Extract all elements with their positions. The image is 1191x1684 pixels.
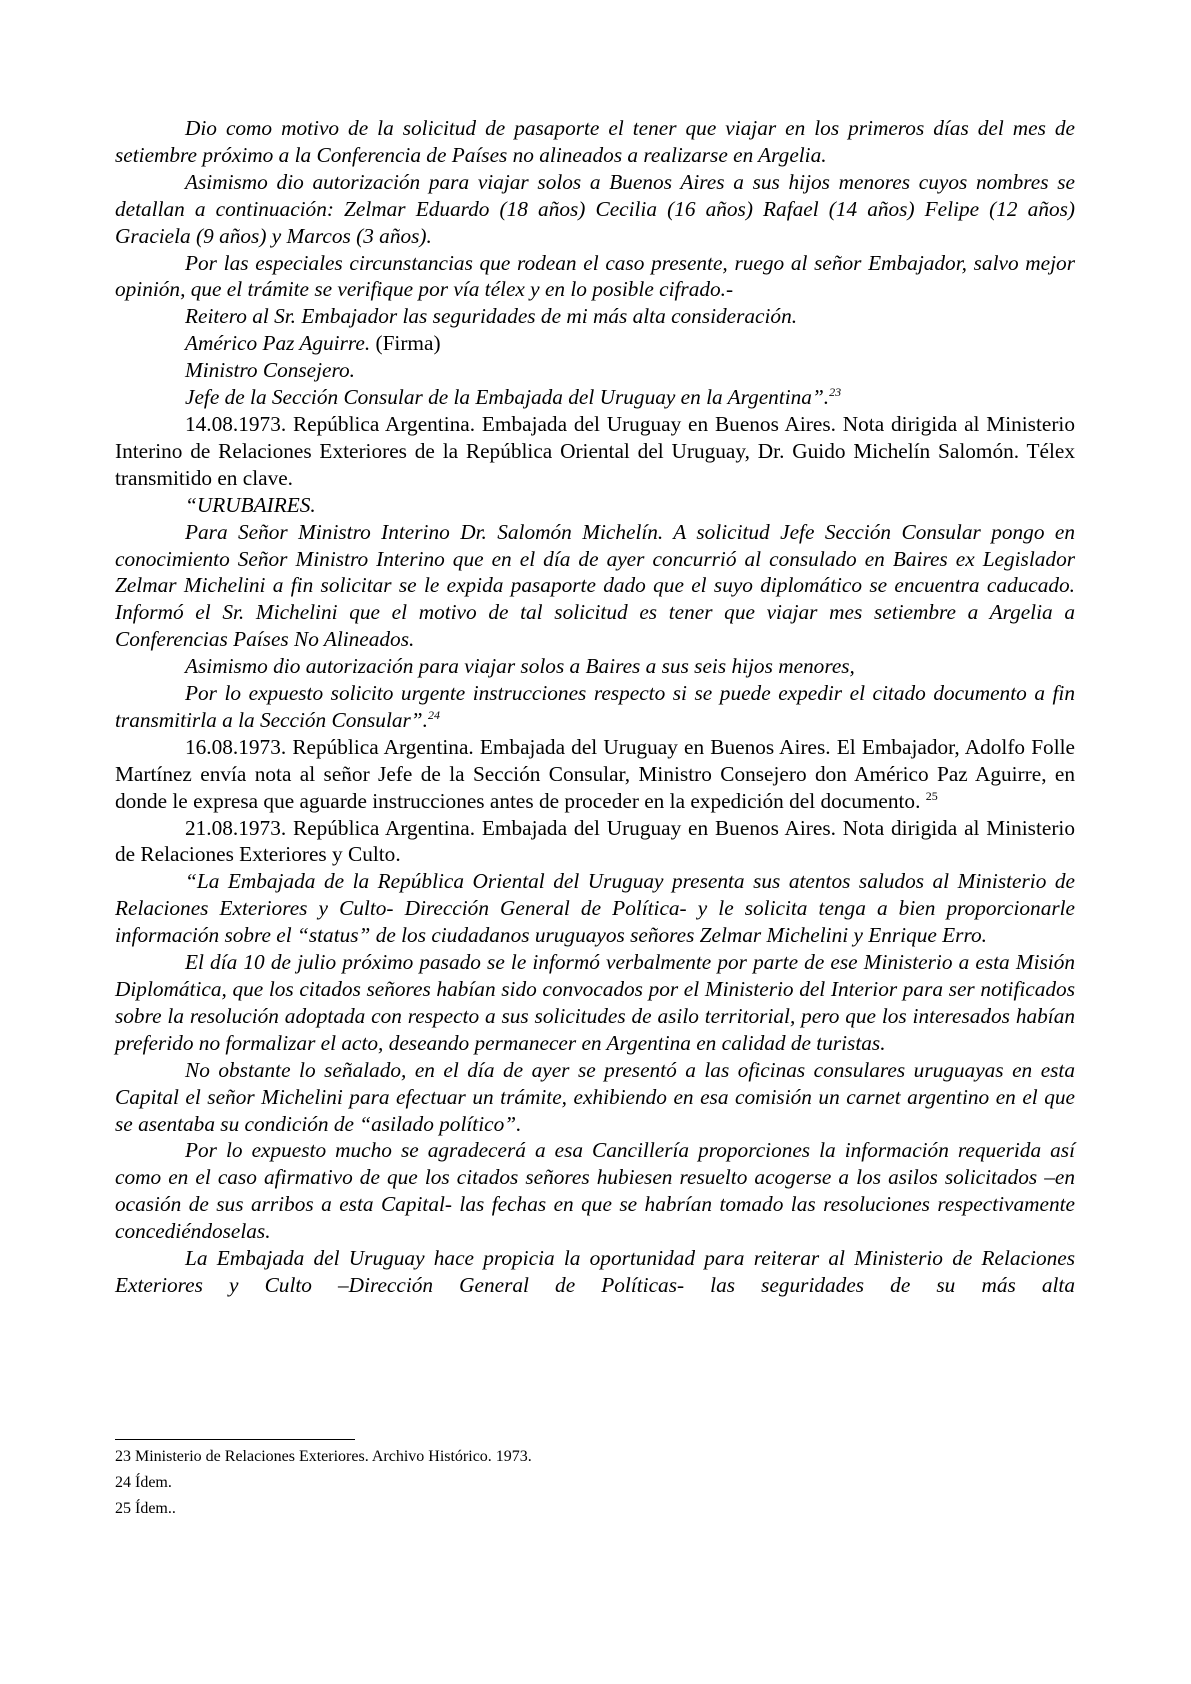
paragraph: Dio como motivo de la solicitud de pasaporte el tener que viajar en los primeros días del mes de setiembre próximo a la Conferencia de Países no alineados a realizarse en Argelia. — [115, 116, 1075, 167]
paragraph: Por lo expuesto mucho se agradecerá a esa Cancillería proporciones la información requerida así como en el caso afirmativo de que los citados señores hubiesen resuelto acogerse a los asilos solicitados –en ocasión de sus arribos a esta Capital- las fechas en que se habrían tomado las resoluciones respectivamente concediéndoselas. — [115, 1138, 1075, 1244]
footnote-ref: 24 — [427, 707, 440, 722]
paragraph: “La Embajada de la República Oriental del Uruguay presenta sus atentos saludos al Ministerio de Relaciones Exteriores y Culto- Dirección General de Política- y le solicita tenga a bien proporcionarle información sobre el “status” de los ciudadanos uruguayos señores Zelmar Michelini y Enrique Erro. — [115, 869, 1075, 948]
paragraph: Jefe de la Sección Consular de la Embajada del Uruguay en la Argentina”.$^{23}$ — [185, 384, 842, 410]
footnote-ref: 23 — [829, 384, 842, 399]
paragraph: Asimismo dio autorización para viajar solos a Buenos Aires a sus hijos menores cuyos nombres se detallan a continuación: Zelmar Eduardo (18 años) Cecilia (16 años) Rafael (14 años) Felipe (12 años) Graciela (9 años) y Marcos (3 años). — [115, 169, 1075, 248]
footnote — [115, 1470, 1075, 1496]
paragraph: Asimismo dio autorización para viajar solos a Baires a sus seis hijos menores, — [185, 654, 855, 679]
footnote-number: 25 — [115, 1500, 131, 1517]
footnote-text: Ministerio de Relaciones Exteriores. Archivo Histórico. 1973. — [131, 1448, 532, 1465]
paragraph: Ministro Consejero. — [185, 358, 355, 383]
footnote-number: 23 — [115, 1448, 131, 1465]
paragraph: Reitero al Sr. Embajador las seguridades de mi más alta consideración. — [185, 304, 798, 329]
paragraph: El día 10 de julio próximo pasado se le informó verbalmente por parte de ese Ministerio a esta Misión Diplomática, que los citados señores habían sido convocados por el Ministerio del Interior para ser notificados sobre la resolución adoptada con respecto a sus solicitudes de asilo territorial, pero que los interesados habían preferido no formalizar el acto, deseando permanecer en Argentina en calidad de turistas. — [115, 950, 1075, 1055]
paragraph: No obstante lo señalado, en el día de ayer se presentó a las oficinas consulares uruguayas en esta Capital el señor Michelini para efectuar un trámite, exhibiendo en esa comisión un carnet argentino en el que se asentaba su condición de “asilado político”. — [115, 1057, 1075, 1136]
footnote-number: 24 — [115, 1474, 131, 1491]
paragraph: 16.08.1973. República Argentina. Embajada del Uruguay en Buenos Aires. El Embajador, Adolfo Folle Martínez envía nota al señor Jefe de la Sección Consular, Ministro Consejero don Américo Paz Aguirre, en donde le expresa que aguarde instrucciones antes de proceder en la expedición del documento. $^{25}$ — [115, 734, 1075, 813]
footnote — [115, 1496, 1075, 1522]
paragraph: Por las especiales circunstancias que rodean el caso presente, ruego al señor Embajador, salvo mejor opinión, que el trámite se verifique por vía télex y en lo posible cifrado.- — [115, 250, 1075, 302]
footnote — [115, 1444, 1075, 1470]
footnote-ref: 25 — [925, 788, 938, 803]
footnote-text: Ídem.. — [131, 1500, 176, 1517]
paragraph: La Embajada del Uruguay hace propicia la oportunidad para reiterar al Ministerio de Relaciones Exteriores y Culto –Dirección General de Políticas- las seguridades de su más alta — [115, 1246, 1075, 1297]
paragraph: 21.08.1973. República Argentina. Embajada del Uruguay en Buenos Aires. Nota dirigida al Ministerio de Relaciones Exteriores y Culto. — [115, 815, 1075, 867]
signature-note: (Firma) — [370, 331, 441, 356]
paragraph: Américo Paz Aguirre. (Firma) — [185, 331, 441, 356]
paragraph: “URUBAIRES. — [185, 492, 316, 517]
paragraph: Por lo expuesto solicito urgente instrucciones respecto si se puede expedir el citado documento a fin transmitirla a la Sección Consular”.$^{24}$ — [115, 681, 1075, 732]
footnote-text: Ídem. — [131, 1474, 172, 1491]
footnote-separator — [115, 1439, 355, 1440]
footnotes — [115, 1444, 1075, 1522]
paragraph: 14.08.1973. República Argentina. Embajada del Uruguay en Buenos Aires. Nota dirigida al Ministerio Interino de Relaciones Exteriores de la República Oriental del Uruguay, Dr. Guido Michelín Salomón. Télex transmitido en clave. — [115, 411, 1075, 490]
body-text — [115, 115, 1075, 1299]
paragraph: Para Señor Ministro Interino Dr. Salomón Michelín. A solicitud Jefe Sección Consular pongo en conocimiento Señor Ministro Interino que en el día de ayer concurrió al consulado en Baires ex Legislador Zelmar Michelini a fin solicitar se le expida pasaporte dado que el suyo diplomático se encuentra caducado. Informó el Sr. Michelini que el motivo de tal solicitud es tener que viajar mes setiembre a Argelia a Conferencias Países No Alineados. — [115, 519, 1075, 652]
